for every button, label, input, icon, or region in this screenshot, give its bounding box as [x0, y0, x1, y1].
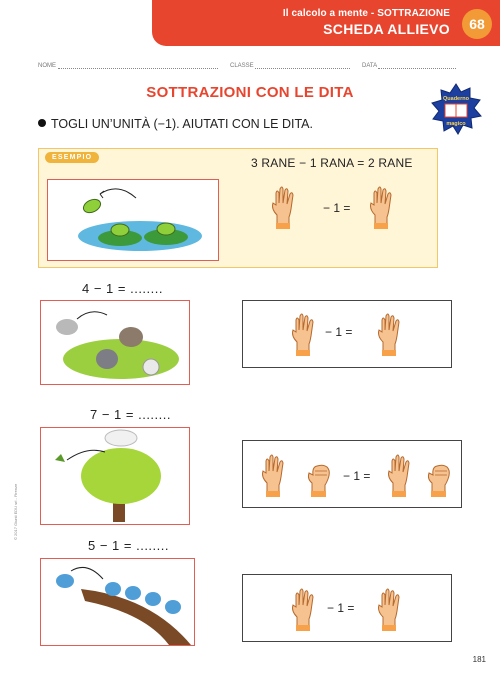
- class-line: [255, 63, 350, 69]
- exercise-1-equation[interactable]: 4 − 1 = ........: [82, 281, 163, 296]
- rabbit-icon: [119, 327, 143, 347]
- tree-leaves-illustration: [40, 427, 190, 525]
- rabbits-illustration: [40, 300, 190, 385]
- frog-icon: [81, 197, 102, 215]
- example-box: [38, 148, 438, 268]
- name-field[interactable]: [38, 63, 218, 69]
- frog-icon: [111, 224, 129, 236]
- bird-icon: [105, 582, 121, 596]
- exercise-1-minus-one: − 1 =: [325, 325, 353, 339]
- leaf-icon: [55, 454, 65, 462]
- quaderno-magico-seal: [428, 82, 484, 140]
- example-equation: 3 RANE − 1 RANA = 2 RANE: [251, 156, 413, 170]
- fist-icon: [423, 453, 457, 497]
- rabbit-icon: [143, 359, 159, 375]
- birds-branch-illustration: [40, 558, 195, 646]
- seal-text-top: Quaderno: [443, 96, 469, 102]
- header-subtitle: Il calcolo a mente - SOTTRAZIONE: [282, 8, 450, 19]
- frog-icon: [157, 223, 175, 235]
- instruction: [38, 117, 313, 131]
- rabbit-icon: [96, 349, 118, 369]
- exercise-1-hands: [242, 300, 452, 368]
- example-tag: ESEMPIO: [45, 152, 99, 163]
- hand-icon: [365, 185, 399, 229]
- header-banner: [152, 0, 500, 46]
- hand-icon: [373, 587, 407, 631]
- page-title: SOTTRAZIONI CON LE DITA: [146, 84, 354, 101]
- date-line: [378, 63, 456, 69]
- exercise-3-equation[interactable]: 5 − 1 = ........: [88, 538, 169, 553]
- name-label: NOME: [38, 63, 56, 69]
- page-badge: 68: [462, 9, 492, 39]
- page-number: 181: [472, 655, 486, 664]
- instruction-text: TOGLI UN’UNITÀ (−1). AIUTATI CON LE DITA.: [51, 117, 313, 131]
- date-field[interactable]: [362, 63, 456, 69]
- hand-icon: [383, 453, 417, 497]
- exercise-2-hands: [242, 440, 462, 508]
- side-credit: © 2017 Giunti EDU srl - Firenze: [13, 483, 18, 540]
- class-field[interactable]: [230, 63, 350, 69]
- tree-icon: [81, 448, 161, 504]
- bullet-icon: [38, 119, 46, 127]
- example-hands: [267, 185, 417, 231]
- bird-icon: [125, 586, 141, 600]
- class-label: CLASSE: [230, 63, 254, 69]
- exercise-2-equation[interactable]: 7 − 1 = ........: [90, 407, 171, 422]
- name-line: [58, 63, 218, 69]
- rabbit-icon: [56, 319, 78, 335]
- name-class-date-row: [38, 63, 462, 75]
- header-title: SCHEDA ALLIEVO: [323, 21, 450, 37]
- hand-icon: [373, 312, 407, 356]
- exercise-3-minus-one: − 1 =: [327, 601, 355, 615]
- seal-text-bottom: magico: [446, 121, 466, 127]
- example-minus-one: − 1 =: [323, 201, 351, 215]
- frogs-illustration: [47, 179, 219, 261]
- exercise-3-hands: [242, 574, 452, 642]
- date-label: DATA: [362, 63, 377, 69]
- bird-icon: [165, 600, 181, 614]
- exercise-2-minus-one: − 1 =: [343, 469, 371, 483]
- bird-icon: [145, 592, 161, 606]
- bird-icon: [56, 574, 74, 588]
